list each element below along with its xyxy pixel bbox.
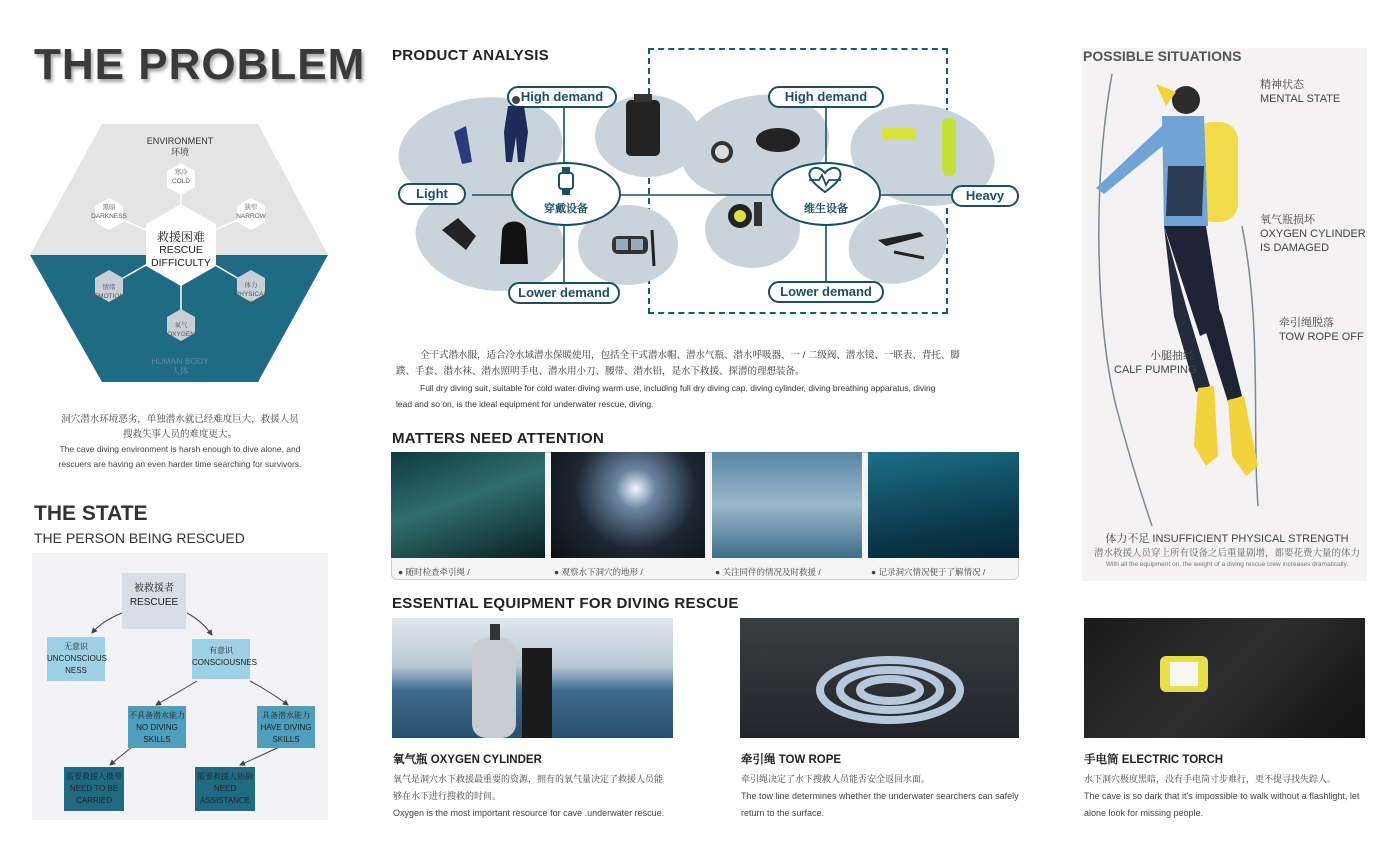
center-en2: DIFFICULTY [151, 257, 211, 269]
photo-diver-torch [551, 452, 705, 558]
regulator-gauge-icon [700, 122, 810, 178]
equipment-rope: 牵引绳 TOW ROPE 牵引绳决定了水下搜救人员能否安全返回水面。 The tow line determines whether the underwater searchers can safely return to the surface. [741, 754, 1019, 818]
human-body-label: HUMAN BODY [151, 356, 209, 366]
drysuit-icon [448, 92, 548, 172]
analysis-title: PRODUCT ANALYSIS [392, 47, 550, 64]
need-carried-box: 需要救援人携带 NEED TO BE CARRIED [64, 767, 124, 811]
backplate-icon [612, 92, 672, 164]
calf-pumping-label: 小腿抽经 CALF PUMPING [1114, 350, 1197, 376]
need-assistance-box: 需要救援人协助 NEED ASSISTANCE [195, 767, 255, 811]
physical-strength-text: 体力不足 INSUFFICIENT PHYSICAL STRENGTH 潜水救援人员穿上所有设备之后重量剧增，都要花费大量的体力 With all the equipment on, the weight of a diving rescue crew increases dramatically. [1093, 533, 1360, 568]
state-subtitle: THE PERSON BEING RESCUED [34, 530, 245, 546]
wearable-label: 穿戴设备 [544, 203, 588, 215]
environment-label: ENVIRONMENT [146, 136, 214, 146]
no-skills-box: 不具备潜水能力 NO DIVING SKILLS [128, 706, 186, 748]
knife-icon [874, 228, 934, 268]
cylinder-damaged-label: 氧气瓶损坏 OXYGEN CYLINDER IS DAMAGED [1260, 214, 1366, 254]
attention-item-2: ● 观察水下洞穴的地形 / [554, 567, 643, 577]
attention-title: MATTERS NEED ATTENTION [392, 430, 605, 447]
state-diagram [32, 553, 328, 820]
center-cn: 救援困难 [156, 230, 205, 244]
heart-pulse-icon [806, 166, 844, 194]
gloves-hood-icon [436, 210, 556, 276]
node-oxygen: 氧气 OXYGEN [167, 322, 195, 338]
have-skills-box: 具备潜水能力 HAVE DIVING SKILLS [257, 706, 315, 748]
equipment-title: ESSENTIAL EQUIPMENT FOR DIVING RESCUE [392, 595, 739, 612]
conscious-box: 有意识 CONSCIOUSNES [192, 639, 250, 679]
heavy-label: Heavy [951, 185, 1019, 207]
problem-description: 洞穴潜水环境恶劣，单独潜水就已经难度巨大，救援人员 搜救失事人员的难度更大。 The cave diving environment is harsh enough to dive alone, and rescuers are having an even harder time searching for survivors. [58, 414, 302, 469]
high-demand-right: High demand [768, 86, 884, 108]
mental-state-label: 精神状态 MENTAL STATE [1260, 79, 1341, 105]
tow-rope-off-label: 牵引绳脱落 TOW ROPE OFF [1279, 317, 1364, 343]
torch-cylinder-icon [876, 112, 966, 186]
situations-title: POSSIBLE SITUATIONS [1083, 48, 1242, 64]
light-label: Light [398, 183, 466, 205]
lower-demand-left: Lower demand [508, 282, 620, 304]
attention-item-4: ● 记录洞穴情况便于了解情况 / [871, 567, 986, 577]
valve-icon [722, 198, 772, 238]
equipment-torch: 手电筒 ELECTRIC TORCH 水下洞穴极度黑暗，没有手电筒寸步难行，更不提寻找失踪人。 The cave is so dark that it's impossible to walk without a flashlight, let alone look for missing people. [1084, 754, 1360, 818]
attention-item-3: ● 关注同伴的情况及时救援 / [715, 567, 821, 577]
node-cold: 寒冷 COLD [171, 169, 191, 185]
attention-item-1: ● 随时检查牵引绳 / [398, 567, 470, 577]
diver-figure [1082, 66, 1282, 526]
lower-demand-right: Lower demand [768, 281, 884, 303]
high-demand-left: High demand [507, 86, 617, 108]
analysis-description: 全干式潜水服，适合冷水域潜水保暖使用，包括全干式潜水帽、潜水气瓶、潜水呼吸器、一 / 二级阀、潜水镜、一联表、背托、脚 蹼、手套、潜水袜、潜水照明手电、潜水用小刀、腰带、潜水铅，是水下救援、探潜的理想装备。 Full dry diving suit, suitable for cold water diving warm use, including full dry diving cap, diving cylinder, diving breathing apparatus, diving lead and so on, is the ideal equipment for underwater rescue, diving. [396, 350, 960, 409]
photo-electric-torch [1084, 618, 1365, 738]
environment-cn-label: 环境 [170, 147, 189, 157]
state-title: THE STATE [34, 502, 148, 525]
photo-diver-cave [391, 452, 545, 558]
node-darkness: 黑暗 DARKNESS [91, 204, 127, 220]
unconscious-box: 无意识 UNCONSCIOUS NESS [47, 637, 105, 681]
photo-oxygen-cylinder [392, 618, 673, 738]
center-en1: RESCUE [159, 244, 203, 256]
node-physical-power: 体力 PHYSICAL POWER [234, 282, 268, 307]
node-emotion: 情绪 EMOTION [93, 284, 125, 300]
human-body-cn-label: 人体 [171, 366, 189, 376]
node-narrow: 狭窄 NARROW [236, 204, 266, 220]
life-support-label: 维生设备 [804, 203, 848, 215]
problem-title: THE PROBLEM [34, 40, 366, 89]
photo-divers-surface [712, 452, 862, 558]
mask-icon [606, 228, 662, 272]
equipment-oxygen: 氧气瓶 OXYGEN CYLINDER 氧气是洞穴水下救援最重要的资源，拥有的氧气量决定了救援人员能 够在水下进行搜救的时间。 Oxygen is the most important resource for cave .underwater rescue. [393, 754, 665, 818]
watch-icon [554, 166, 578, 196]
rescuee-box: 被救援者 RESCUEE [122, 573, 186, 629]
photo-diver-camera [868, 452, 1019, 558]
photo-tow-rope [740, 618, 1019, 738]
